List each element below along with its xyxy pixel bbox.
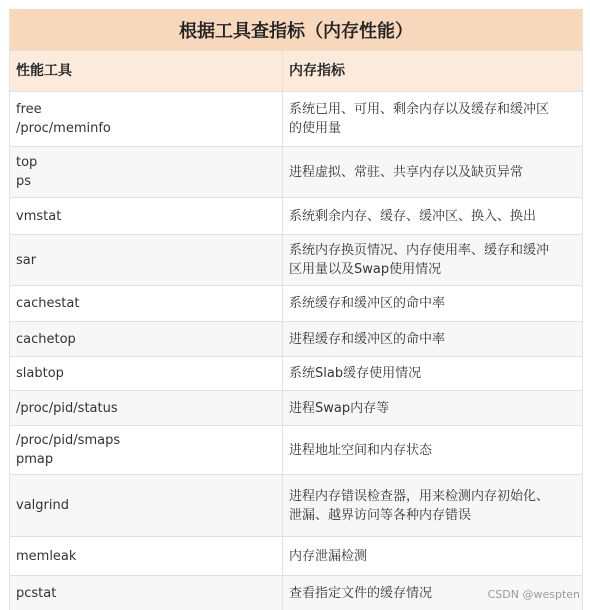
metric-text: 进程内存错误检查器，用来检测内存初始化、: [289, 488, 550, 504]
metric-text: 系统缓存和缓冲区的命中率: [289, 296, 446, 311]
tool-name: cachestat: [16, 296, 80, 311]
table-row: [10, 197, 582, 234]
metric-text: 区用量以及Swap使用情况: [289, 262, 442, 277]
metric-text: 进程地址空间和内存状态: [289, 442, 433, 458]
table-row: [10, 285, 582, 321]
tool-cell: [10, 286, 283, 321]
table-row: [10, 146, 582, 197]
metric-text: 查看指定文件的缓存情况: [289, 585, 433, 601]
tool-cell: [10, 322, 283, 356]
table-body: [10, 91, 582, 610]
tool-name: pcstat: [16, 585, 57, 601]
tool-name: memleak: [16, 548, 77, 564]
tool-cell: [10, 475, 283, 536]
tool-cell: [10, 235, 283, 285]
tool-name: ps: [16, 174, 32, 189]
table-row: [10, 234, 582, 285]
metric-text: 泄漏、越界访问等各种内存错误: [289, 507, 472, 523]
tool-cell: [10, 391, 283, 425]
metric-cell: [283, 391, 582, 425]
header-metric: 内存指标: [289, 62, 345, 79]
table-header-row: [10, 50, 582, 91]
table-row: [10, 321, 582, 356]
metric-text: 进程虚拟、常驻、共享内存以及缺页异常: [289, 164, 524, 180]
tool-cell: [10, 357, 283, 390]
tool-cell: [10, 92, 283, 146]
tool-name: pmap: [16, 452, 54, 467]
metric-cell: [283, 426, 582, 474]
metric-cell: [283, 475, 582, 536]
tool-name: /proc/pid/smaps: [16, 433, 121, 448]
metric-cell: [283, 198, 582, 234]
watermark: CSDN @wespten: [487, 588, 580, 601]
tool-cell: [10, 426, 283, 474]
tool-name: free: [16, 102, 42, 117]
table-row: [10, 474, 582, 536]
metric-cell: [283, 286, 582, 321]
table-row: [10, 390, 582, 425]
table-row: [10, 425, 582, 474]
metric-text: 系统剩余内存、缓存、缓冲区、换入、换出: [289, 208, 537, 224]
tool-name: sar: [16, 252, 37, 268]
metric-text: 内存泄漏检测: [289, 548, 368, 564]
header-tool: 性能工具: [10, 51, 283, 91]
table-row: [10, 356, 582, 390]
metric-text: 进程Swap内存等: [289, 400, 390, 416]
table-title: 根据工具查指标（内存性能）: [10, 9, 582, 50]
table-row: [10, 91, 582, 146]
metric-text: 系统已用、可用、剩余内存以及缓存和缓冲区: [289, 102, 550, 117]
memory-tools-table: [9, 9, 583, 610]
metric-text: 系统内存换页情况、内存使用率、缓存和缓冲: [289, 243, 550, 258]
tool-name: top: [16, 155, 38, 170]
metric-cell: [283, 357, 582, 390]
metric-cell: [283, 537, 582, 575]
tool-cell: [10, 198, 283, 234]
metric-cell: [283, 147, 582, 197]
metric-cell: [283, 92, 582, 146]
tool-name: vmstat: [16, 208, 62, 224]
tool-name: /proc/meminfo: [16, 121, 111, 136]
metric-text: 的使用量: [289, 121, 342, 136]
tool-name: /proc/pid/status: [16, 400, 118, 416]
tool-cell: [10, 537, 283, 575]
tool-name: cachetop: [16, 331, 76, 347]
metric-text: 进程缓存和缓冲区的命中率: [289, 331, 446, 347]
table-row: [10, 536, 582, 575]
tool-cell: [10, 147, 283, 197]
metric-text: 系统Slab缓存使用情况: [289, 366, 422, 381]
metric-cell: [283, 235, 582, 285]
metric-cell: [283, 322, 582, 356]
tool-name: slabtop: [16, 366, 64, 381]
tool-name: valgrind: [16, 498, 69, 513]
